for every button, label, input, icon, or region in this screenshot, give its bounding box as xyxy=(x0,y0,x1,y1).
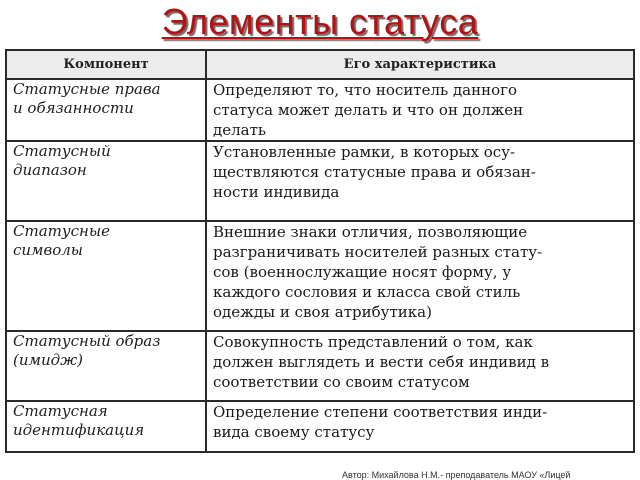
table-row xyxy=(6,141,634,221)
characteristic-cell: Установленные рамки, в которых осу- ществляются статусные права и обязан- ности индивида xyxy=(206,141,634,221)
component-cell: Статусная идентификация xyxy=(6,401,206,452)
header-characteristic: Его характеристика xyxy=(206,50,634,79)
component-cell: Статусные символы xyxy=(6,221,206,331)
status-elements-table xyxy=(5,49,635,453)
table-row xyxy=(6,331,634,401)
component-cell: Статусный образ (имидж) xyxy=(6,331,206,401)
table-row xyxy=(6,221,634,331)
characteristic-cell: Внешние знаки отличия, позволяющие разграничивать носителей разных стату- сов (военнослужащие носят форму, у каждого сословия и класса свой стиль одежды и своя атрибутика) xyxy=(206,221,634,331)
characteristic-cell: Определяют то, что носитель данного статуса может делать и что он должен делать xyxy=(206,79,634,141)
table-row xyxy=(6,79,634,141)
characteristic-cell: Совокупность представлений о том, как должен выглядеть и вести себя индивид в соответствии со своим статусом xyxy=(206,331,634,401)
table-row xyxy=(6,401,634,452)
table-header-row xyxy=(6,50,634,79)
author-credit: Автор: Михайлова Н.М.- преподаватель МАОУ «Лицей xyxy=(342,470,571,480)
header-component: Компонент xyxy=(6,50,206,79)
component-cell: Статусный диапазон xyxy=(6,141,206,221)
component-cell: Статусные права и обязанности xyxy=(6,79,206,141)
characteristic-cell: Определение степени соответствия инди- вида своему статусу xyxy=(206,401,634,452)
page-title: Элементы статуса xyxy=(161,1,479,42)
